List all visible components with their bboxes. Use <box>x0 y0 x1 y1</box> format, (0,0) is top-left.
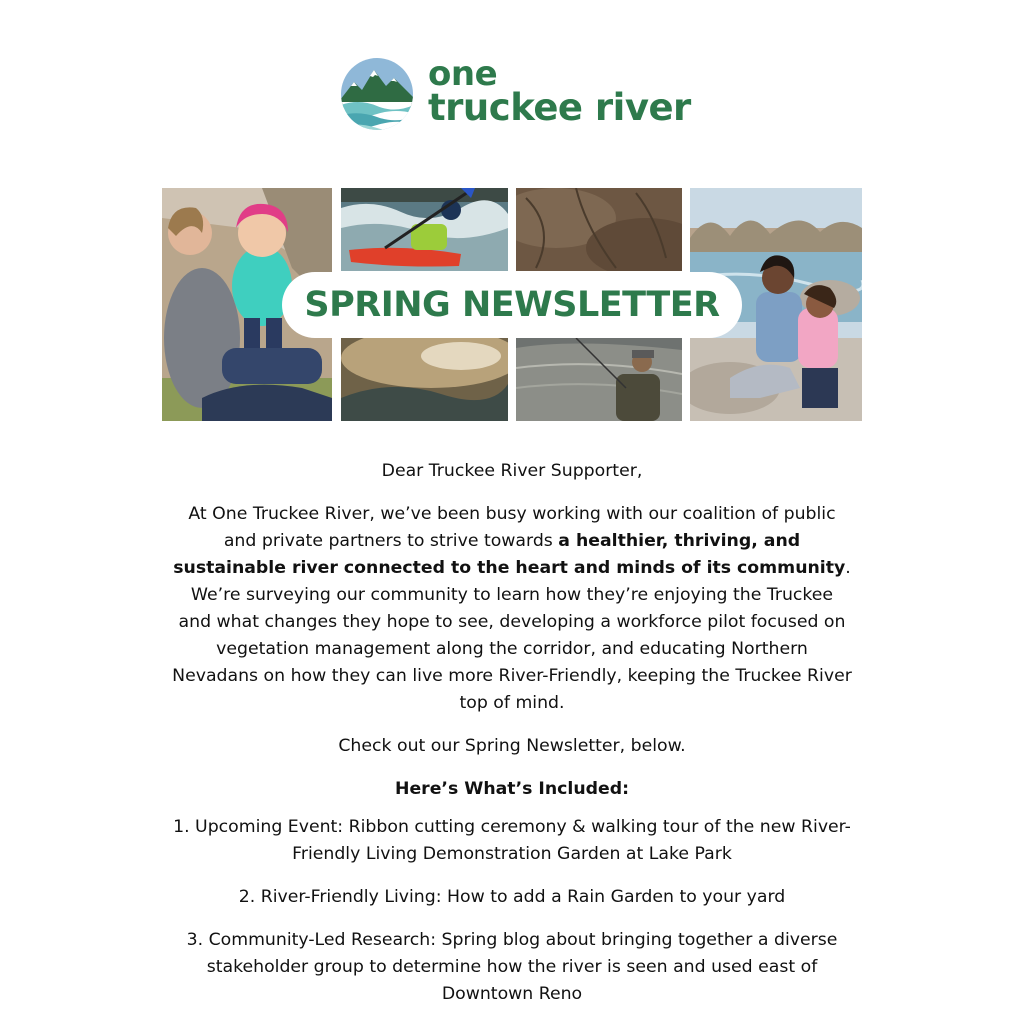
intro-paragraph <box>172 501 852 717</box>
brand-logo[interactable] <box>340 56 690 136</box>
mountain-river-icon <box>340 56 414 132</box>
list-item[interactable]: 2. River-Friendly Living: How to add a Rain Garden to your yard <box>238 887 786 907</box>
list-item[interactable]: 3. Community-Led Research: Spring blog about bringing together a diverse stakeholder group to determine how the river is seen and used east of Downtown Reno <box>186 930 838 1004</box>
intro-text-2: . We’re surveying our community to learn how they’re enjoying the Truckee and what changes they hope to see, developing a workforce pilot focused on vegetation management along the corridor, and educating Northern Nevadans on how they can live more River-Friendly, keeping the Truckee River top of mind. <box>172 558 852 713</box>
included-list <box>172 814 852 1008</box>
kayak-photo <box>341 188 508 271</box>
included-heading: Here’s What’s Included: <box>394 779 630 799</box>
water-splash-photo <box>341 338 508 421</box>
banner-title-pill <box>282 272 742 338</box>
logo-wordmark-line-1: one <box>428 54 498 94</box>
banner-title: SPRING NEWSLETTER <box>304 285 720 325</box>
greeting: Dear Truckee River Supporter, <box>381 461 643 481</box>
fisherman-photo <box>516 338 682 421</box>
call-to-action: Check out our Spring Newsletter, below. <box>338 736 686 756</box>
logo-wordmark-line-2: truckee river <box>428 86 691 129</box>
newsletter-banner[interactable] <box>162 188 862 421</box>
list-item[interactable]: 1. Upcoming Event: Ribbon cutting ceremony & walking tour of the new River-Friendly Living Demonstration Garden at Lake Park <box>173 817 851 864</box>
intro-text-1: At One Truckee River, we’ve been busy working with our coalition of public and private partners to strive towards <box>188 504 836 551</box>
newsletter-body <box>172 458 852 1024</box>
intro-bold-text: a healthier, thriving, and sustainable river connected to the heart and minds of its community <box>173 531 846 578</box>
riverbank-photo <box>516 188 682 271</box>
